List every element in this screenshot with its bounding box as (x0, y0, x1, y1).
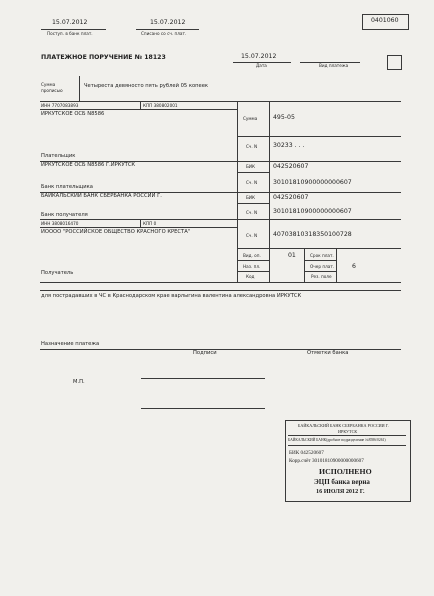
payer-bank-account: 30101810900000000607 (273, 179, 352, 186)
divider (41, 29, 106, 30)
date-debited-label: Списано со сч. плат. (141, 31, 187, 36)
payee-bank-bik: 042520607 (273, 194, 309, 201)
res-field-label: Рез. поле (311, 274, 332, 279)
stamp-ecp: ЭЦП банка верна (314, 478, 370, 486)
payer-label: Плательщик (41, 153, 76, 159)
divider (140, 219, 141, 227)
stamp-place-label: М.П. (73, 379, 85, 385)
payer-inn: ИНН 7707083893 (41, 103, 79, 108)
pay-term-label: Срок плат. (310, 253, 334, 258)
divider (237, 260, 269, 261)
divider (237, 172, 269, 173)
signatures-label: Подписи (193, 350, 217, 356)
payee-bank-bik-label: БИК (246, 195, 255, 200)
signature-line-2 (141, 408, 265, 409)
stamp-bank-line-3: БАЙКАЛЬСКИЙ БАНК(дробное подразделение №8586/0261) (288, 438, 386, 442)
payee-name: ИОООО "РОССИЙСКОЕ ОБЩЕСТВО КРАСНОГО КРЕСТА" (41, 229, 191, 235)
signature-line-1 (141, 378, 265, 379)
payment-type-label: Вид платежа (319, 63, 349, 68)
bank-marks-label: Отметки банка (307, 350, 349, 356)
stamp-bank-line-1: БАЙКАЛЬСКИЙ БАНК СБЕРБАНКА РОССИИ Г. (298, 423, 389, 428)
date-debited-value: 15.07.2012 (150, 19, 186, 26)
divider (136, 29, 199, 30)
divider (40, 219, 401, 220)
divider (304, 248, 305, 282)
payer-bank-account-label: Сч. N (246, 180, 258, 185)
divider (237, 271, 269, 272)
amount-label: Сумма (243, 116, 258, 121)
payer-bank-bik-label: БИК (246, 164, 255, 169)
stamp-bik: БИК 042520607 (289, 450, 324, 456)
payee-bank-account: 30101810900000000607 (273, 208, 352, 215)
date-received-value: 15.07.2012 (52, 19, 88, 26)
stamp-corr-account: Корр.счёт 30101810900000000607 (289, 458, 364, 464)
payee-bank-label: Банк получателя (41, 212, 88, 218)
priority-value: 6 (352, 263, 356, 270)
code-label: Код (246, 274, 255, 279)
payee-account: 40703810318350100728 (273, 231, 352, 238)
divider (79, 76, 80, 101)
payer-account-label: Сч. N (246, 144, 258, 149)
divider (40, 290, 401, 291)
date-received-label: Поступ. в банк плат. (47, 31, 93, 36)
divider (288, 435, 406, 436)
amount-words-label-2: прописью (41, 88, 63, 93)
divider (304, 271, 336, 272)
payee-bank-name: БАЙКАЛЬСКИЙ БАНК СБЕРБАНКА РОССИИ Г. (41, 193, 162, 199)
divider (288, 445, 406, 446)
payer-bank-name: ИРКУТСКОЕ ОСБ N8586 Г.ИРКУТСК (41, 162, 136, 168)
payer-bank-label: Банк плательщика (41, 184, 93, 190)
payer-account: 30233 . . . (273, 142, 305, 149)
payment-purpose-text: для пострадавших в ЧС в Краснодарском крае варлыгина валентина александровна ИРКУТСК (41, 293, 302, 299)
divider (40, 109, 237, 110)
divider (40, 227, 237, 228)
op-type-label: Вид. оп. (243, 253, 261, 258)
divider (237, 203, 269, 204)
stamp-executed: ИСПОЛНЕНО (319, 467, 372, 476)
order-date-label: Дата (256, 63, 267, 68)
divider (237, 248, 401, 249)
payee-kpp: КПП 0 (143, 221, 157, 226)
stamp-bank-line-2: ИРКУТСК (338, 429, 358, 434)
amount-value: 495-05 (273, 114, 295, 121)
purpose-code-label: Наз. пл. (243, 264, 261, 269)
stamp-date: 16 ИЮЛЯ 2012 Г. (316, 488, 365, 495)
form-code: 0401060 (371, 17, 399, 24)
order-date: 15.07.2012 (241, 53, 277, 60)
divider (304, 260, 336, 261)
payer-kpp: КПП 380802001 (143, 103, 178, 108)
op-type-value: 01 (288, 252, 296, 259)
document-title: ПЛАТЕЖНОЕ ПОРУЧЕНИЕ № 18123 (41, 54, 166, 61)
amount-words-label-1: Сумма (41, 82, 56, 87)
payee-inn: ИНН 3808016470 (41, 221, 79, 226)
amount-words: Четыреста девяносто пять рублей 05 копеек (84, 83, 209, 89)
divider (40, 282, 401, 283)
payee-account-label: Сч. N (246, 233, 258, 238)
divider (237, 136, 401, 137)
payee-label: Получатель (41, 270, 74, 276)
divider (140, 101, 141, 109)
priority-label: Очер плат. (310, 264, 335, 269)
payee-bank-account-label: Сч. N (246, 210, 258, 215)
payer-name: ИРКУТСКОЕ ОСБ N8586 (41, 111, 105, 117)
divider (237, 101, 238, 256)
divider (40, 101, 401, 102)
divider (237, 248, 238, 282)
payer-bank-bik: 042520607 (273, 163, 309, 170)
order-checkbox (387, 55, 402, 70)
payment-purpose-label: Назначение платежа (41, 341, 100, 347)
divider (336, 248, 337, 282)
